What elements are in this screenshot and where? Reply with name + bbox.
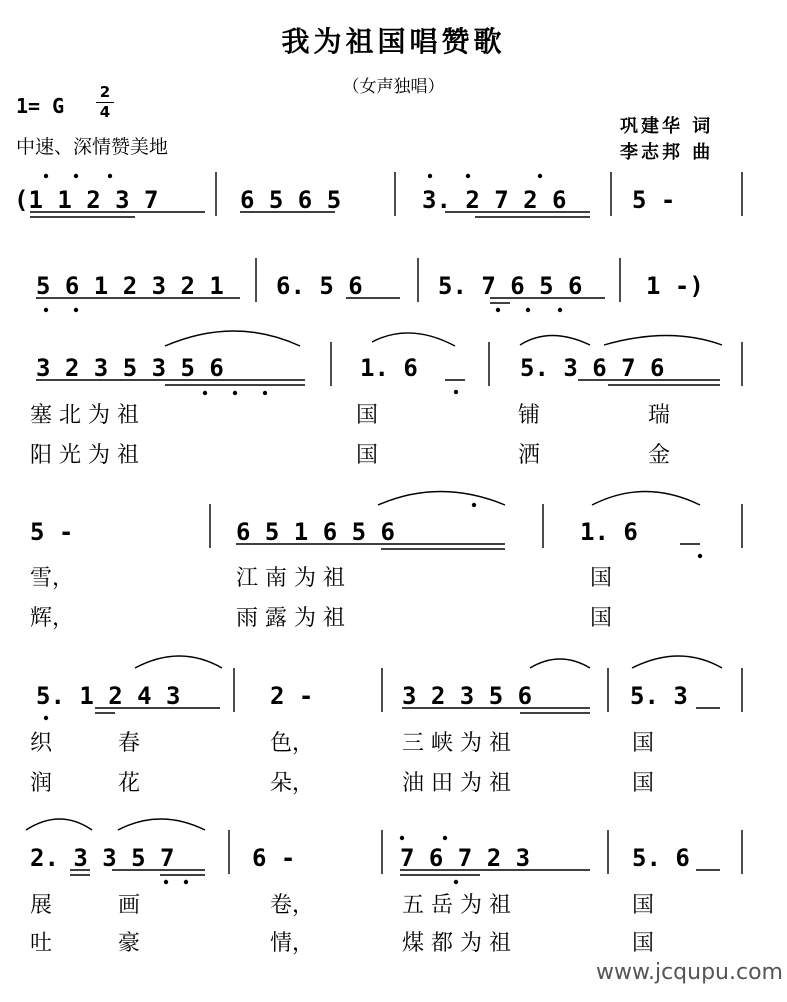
svg-text:国: 国 bbox=[590, 606, 613, 631]
svg-text:三 峡 为 祖: 三 峡 为 祖 bbox=[402, 731, 511, 756]
svg-text:豪: 豪 bbox=[118, 931, 141, 956]
lyrics-row-3-v2: 阳 光 为 祖 bbox=[30, 443, 139, 468]
svg-text:国: 国 bbox=[590, 566, 613, 591]
svg-text:国: 国 bbox=[632, 931, 655, 956]
lyrics-row-3-v1: 塞 北 为 祖 bbox=[30, 403, 139, 428]
svg-text:1 -): 1 -) bbox=[646, 272, 704, 300]
tempo-marking: 中速、深情赞美地 bbox=[16, 136, 169, 158]
svg-text:1. 6: 1. 6 bbox=[360, 354, 418, 382]
svg-text:卷，: 卷， bbox=[270, 893, 315, 918]
svg-text:煤 都 为 祖: 煤 都 为 祖 bbox=[402, 931, 511, 956]
lyrics-row-4-v1: 雪， bbox=[30, 566, 75, 591]
score-row-4: 5 - bbox=[30, 518, 74, 546]
svg-text:7 6 7 2 3: 7 6 7 2 3 bbox=[400, 844, 531, 872]
score-row-6: 2. 3 3 5 7 bbox=[30, 844, 175, 872]
svg-text:洒: 洒 bbox=[518, 443, 541, 468]
svg-text:情，: 情， bbox=[270, 931, 315, 956]
svg-text:铺: 铺 bbox=[518, 403, 541, 428]
watermark: www.jcqupu.com bbox=[596, 960, 783, 985]
svg-text:国: 国 bbox=[356, 403, 379, 428]
score-row-2: 5 6 1 2 3 2 1 bbox=[36, 272, 224, 300]
svg-text:3 2 3 5 6: 3 2 3 5 6 bbox=[402, 682, 533, 710]
svg-text:国: 国 bbox=[632, 893, 655, 918]
svg-text:2 -: 2 - bbox=[270, 682, 314, 710]
meter-top: 2 bbox=[99, 83, 111, 101]
svg-text:江 南 为 祖: 江 南 为 祖 bbox=[236, 566, 345, 591]
svg-text:瑞: 瑞 bbox=[648, 403, 671, 428]
lyrics-row-6-v2: 吐 bbox=[30, 931, 53, 956]
lyrics-row-5-v2: 润 bbox=[30, 771, 53, 796]
svg-text:春: 春 bbox=[118, 731, 141, 756]
svg-text:6. 5 6: 6. 5 6 bbox=[276, 272, 363, 300]
svg-text:色，: 色， bbox=[270, 731, 315, 756]
song-subtitle: （女声独唱） bbox=[342, 77, 445, 97]
lyrics-row-4-v2: 辉， bbox=[30, 606, 75, 631]
svg-text:五 岳 为 祖: 五 岳 为 祖 bbox=[402, 893, 511, 918]
svg-text:3. 2 7 2 6: 3. 2 7 2 6 bbox=[422, 186, 567, 214]
lyricist-credit: 巩建华 词 bbox=[620, 116, 714, 137]
svg-text:6 5 1 6 5 6: 6 5 1 6 5 6 bbox=[236, 518, 395, 546]
score-row-5: 5. 1 2 4 3 bbox=[36, 682, 181, 710]
svg-text:1. 6: 1. 6 bbox=[580, 518, 638, 546]
svg-text:6 -: 6 - bbox=[252, 844, 296, 872]
svg-text:5. 3: 5. 3 bbox=[630, 682, 688, 710]
svg-text:油 田 为 祖: 油 田 为 祖 bbox=[402, 771, 511, 796]
svg-text:国: 国 bbox=[356, 443, 379, 468]
svg-text:国: 国 bbox=[632, 731, 655, 756]
svg-text:雨 露 为 祖: 雨 露 为 祖 bbox=[236, 606, 345, 631]
svg-text:金: 金 bbox=[648, 443, 671, 468]
svg-text:朵，: 朵， bbox=[270, 771, 315, 796]
svg-text:5 -: 5 - bbox=[632, 186, 676, 214]
key-signature: 1= G bbox=[16, 94, 65, 118]
lyrics-row-5-v1: 织 bbox=[30, 731, 53, 756]
svg-text:5. 7 6 5 6: 5. 7 6 5 6 bbox=[438, 272, 583, 300]
svg-text:5. 3 6 7 6: 5. 3 6 7 6 bbox=[520, 354, 665, 382]
svg-text:6 5 6 5: 6 5 6 5 bbox=[240, 186, 342, 214]
score-row-3: 3 2 3 5 3 5 6 bbox=[36, 354, 224, 382]
svg-text:5. 6: 5. 6 bbox=[632, 844, 690, 872]
score-row-1: (1 1 2 3 7 bbox=[14, 186, 159, 214]
composer-credit: 李志邦 曲 bbox=[620, 142, 714, 163]
meter-bottom: 4 bbox=[99, 103, 111, 121]
song-title: 我为祖国唱赞歌 bbox=[281, 25, 506, 58]
lyrics-row-6-v1: 展 bbox=[30, 893, 53, 918]
svg-text:画: 画 bbox=[118, 893, 141, 918]
svg-text:花: 花 bbox=[118, 771, 141, 796]
svg-text:国: 国 bbox=[632, 771, 655, 796]
